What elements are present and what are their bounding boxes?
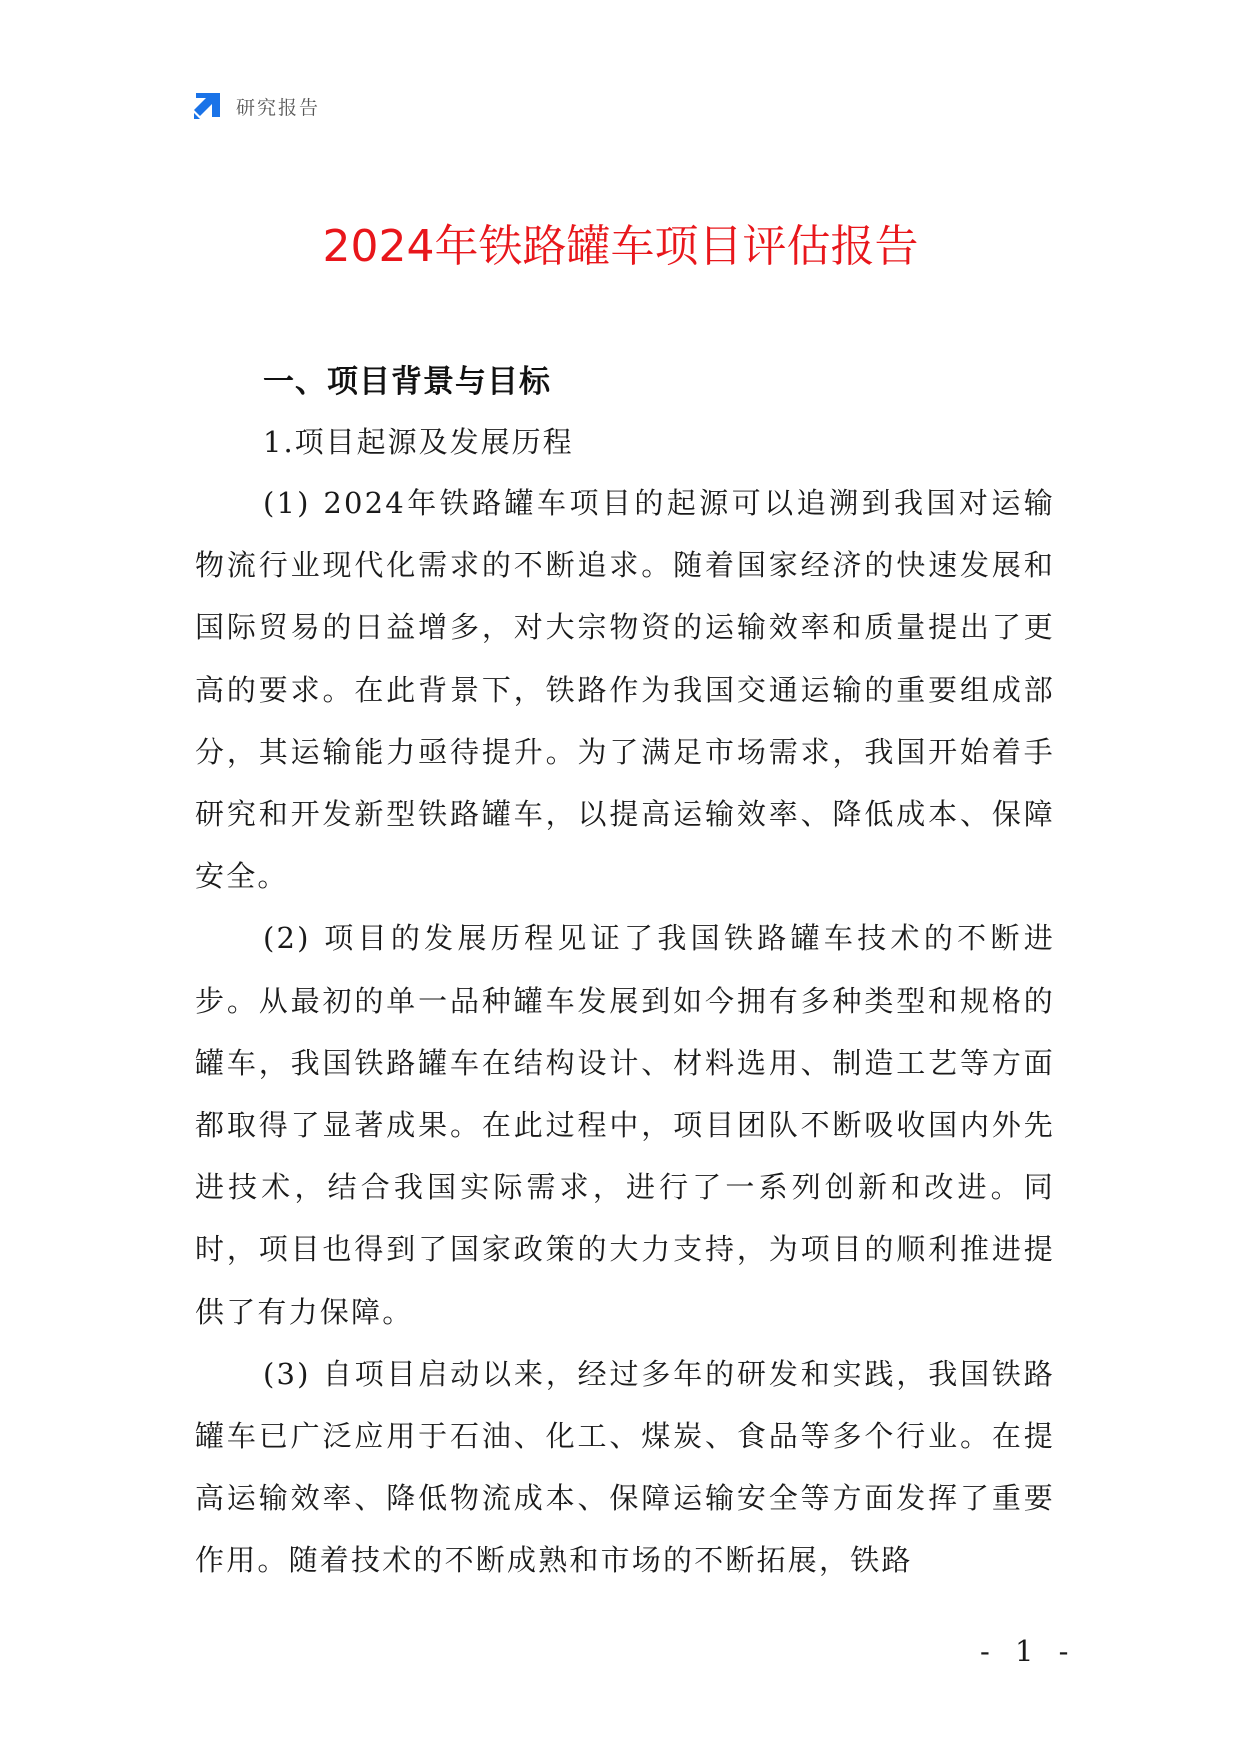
page-number: - 1 - [980,1634,1077,1668]
document-body [195,352,1055,1592]
document-header [190,88,320,124]
section-subheading: 1.项目起源及发展历程 [263,425,574,459]
header-label: 研究报告 [236,96,321,119]
paragraph-3: (3) 自项目启动以来，经过多年的研发和实践，我国铁路罐车已广泛应用于石油、化工、煤炭、食品等多个行业。在提高运输效率、降低物流成本、保障运输安全等方面发挥了重要作用。随着技术的不断成熟和市场的不断拓展，铁路 [195,1356,1055,1578]
paragraph-2: (2) 项目的发展历程见证了我国铁路罐车技术的不断进步。从最初的单一品种罐车发展到如今拥有多种类型和规格的罐车，我国铁路罐车在结构设计、材料选用、制造工艺等方面都取得了显著成果。在此过程中，项目团队不断吸收国内外先进技术，结合我国实际需求，进行了一系列创新和改进。同时，项目也得到了国家政策的大力支持，为项目的顺利推进提供了有力保障。 [195,921,1055,1329]
document-title: 2024年铁路罐车项目评估报告 [322,221,919,272]
arrow-logo-icon [190,89,224,123]
section-heading: 一、项目背景与目标 [263,364,551,400]
paragraph-1: (1) 2024年铁路罐车项目的起源可以追溯到我国对运输物流行业现代化需求的不断追求。随着国家经济的快速发展和国际贸易的日益增多，对大宗物资的运输效率和质量提出了更高的要求。在此背景下，铁路作为我国交通运输的重要组成部分，其运输能力亟待提升。为了满足市场需求，我国开始着手研究和开发新型铁路罐车，以提高运输效率、降低成本、保障安全。 [195,486,1055,894]
